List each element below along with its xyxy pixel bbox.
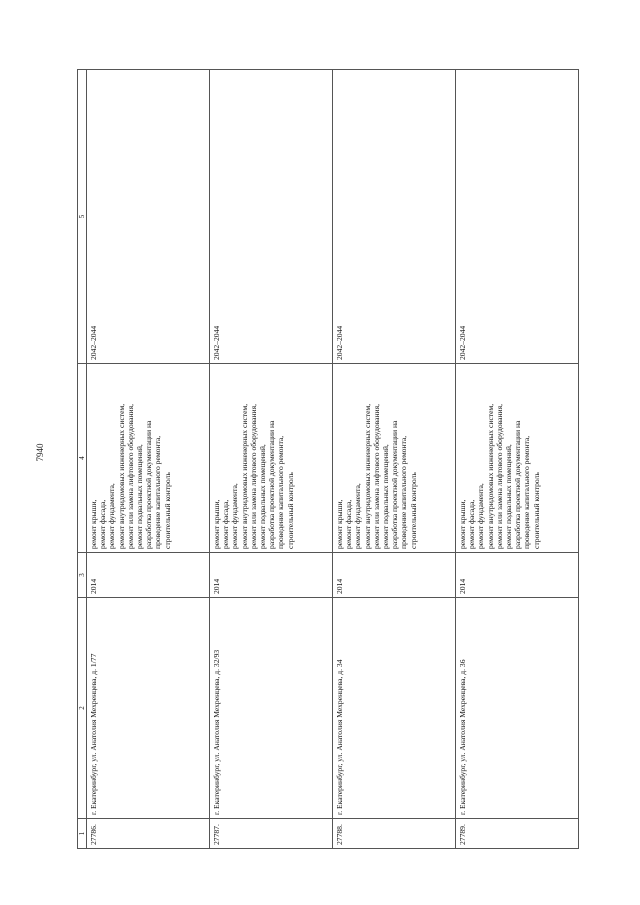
work-item: разработка проектной документации на <box>513 420 523 549</box>
work-item: ремонт фундамента, <box>107 483 117 549</box>
address-cell: г. Екатеринбург, ул. Анатолия Мехренцева, д. 32/93 <box>210 598 333 819</box>
work-item: ремонт фасада, <box>98 499 108 549</box>
work-item: ремонт внутридомовых инженерных систем, <box>116 403 126 549</box>
work-item: ремонт крыши, <box>89 499 98 549</box>
work-item: ремонт внутридомовых инженерных систем, <box>485 403 495 549</box>
row-number: 27787. <box>210 819 333 849</box>
period-cell: 2042–2044 <box>456 70 579 364</box>
work-item: проведение капитального ремонта, <box>399 435 409 549</box>
work-item: ремонт внутридомовых инженерных систем, <box>239 403 249 549</box>
table-row <box>456 70 579 849</box>
table-row <box>210 70 333 849</box>
year-cell: 2014 <box>456 553 579 598</box>
work-item: строительный контроль <box>408 472 418 549</box>
work-item: ремонт подвальных помещений, <box>504 444 514 549</box>
column-number-3: 3 <box>78 553 87 598</box>
work-item: строительный контроль <box>531 472 541 549</box>
address-cell: г. Екатеринбург, ул. Анатолия Мехренцева, д. 34 <box>333 598 456 819</box>
work-item: ремонт фундамента, <box>476 483 486 549</box>
year-cell: 2014 <box>210 553 333 598</box>
work-item: ремонт или замена лифтового оборудования, <box>125 404 135 549</box>
work-item: ремонт или замена лифтового оборудования, <box>371 404 381 549</box>
work-item: ремонт крыши, <box>458 499 467 549</box>
work-item: разработка проектной документации на <box>267 420 277 549</box>
table-row <box>333 70 456 849</box>
work-item: ремонт или замена лифтового оборудования, <box>248 404 258 549</box>
work-item: проведение капитального ремонта, <box>153 435 163 549</box>
column-number-4: 4 <box>78 364 87 553</box>
row-number: 27789. <box>456 819 579 849</box>
header-row <box>78 70 87 849</box>
work-item: разработка проектной документации на <box>390 420 400 549</box>
year-cell: 2014 <box>87 553 210 598</box>
works-cell <box>210 364 333 553</box>
row-number: 27786. <box>87 819 210 849</box>
period-cell: 2042–2044 <box>87 70 210 364</box>
work-item: проведение капитального ремонта, <box>522 435 532 549</box>
work-item: ремонт фасада, <box>344 499 354 549</box>
page-number: 7940 <box>35 443 45 462</box>
period-cell: 2042–2044 <box>333 70 456 364</box>
work-item: ремонт или замена лифтового оборудования, <box>494 404 504 549</box>
table-row <box>87 70 210 849</box>
work-item: строительный контроль <box>285 472 295 549</box>
column-number-2: 2 <box>78 598 87 819</box>
work-item: проведение капитального ремонта, <box>276 435 286 549</box>
address-cell: г. Екатеринбург, ул. Анатолия Мехренцева, д. 1/77 <box>87 598 210 819</box>
work-item: ремонт фундамента, <box>353 483 363 549</box>
capital-repair-table <box>77 69 579 849</box>
work-item: строительный контроль <box>162 472 172 549</box>
work-item: ремонт крыши, <box>212 499 221 549</box>
work-item: ремонт фундамента, <box>230 483 240 549</box>
year-cell: 2014 <box>333 553 456 598</box>
work-item: ремонт фасада, <box>467 499 477 549</box>
work-item: ремонт подвальных помещений, <box>135 444 145 549</box>
row-number: 27788. <box>333 819 456 849</box>
period-cell: 2042–2044 <box>210 70 333 364</box>
work-item: ремонт крыши, <box>335 499 344 549</box>
column-number-1: 1 <box>78 819 87 849</box>
works-cell <box>456 364 579 553</box>
work-item: ремонт подвальных помещений, <box>258 444 268 549</box>
works-cell <box>87 364 210 553</box>
work-item: разработка проектной документации на <box>144 420 154 549</box>
column-number-5: 5 <box>78 70 87 364</box>
work-item: ремонт подвальных помещений, <box>381 444 391 549</box>
work-item: ремонт внутридомовых инженерных систем, <box>362 403 372 549</box>
address-cell: г. Екатеринбург, ул. Анатолия Мехренцева, д. 36 <box>456 598 579 819</box>
work-item: ремонт фасада, <box>221 499 231 549</box>
works-cell <box>333 364 456 553</box>
